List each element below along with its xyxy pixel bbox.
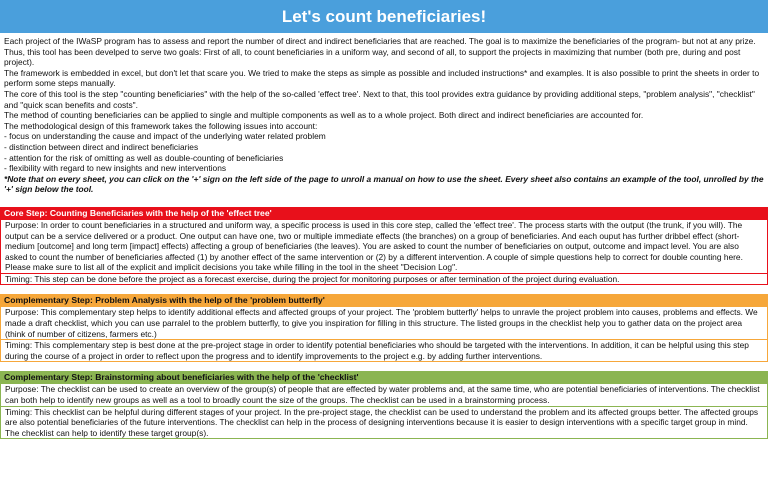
- intro-block: [0, 33, 768, 195]
- intro-paragraph: The methodological design of this framework takes the following issues into account:: [4, 120, 318, 131]
- checklist-section: [0, 371, 768, 439]
- checklist-box: [0, 384, 768, 439]
- page-title: Let's count beneficiaries!: [0, 0, 768, 33]
- problem-analysis-purpose: Purpose: This complementary step helps to identify additional effects and affected groups of your project. The 'problem butterfly' helps to unravle the project problem into causes, problems and effects. We made a draft checklist, which you can use parralel to the problem butterfly, to give you inspiration for filling in this structure. The listed groups in the checklist help you to gather data on the project area (think of number of citizens, farmers etc.): [5, 307, 758, 339]
- problem-analysis-timing: Timing: This complementary step is best done at the pre-project stage in order to identify potential beneficiaries who should be targeted with the interventions. In addition, it can be helpful using this step during the course of a project in order to reflect upon the progress and to identify improvements to the project e.g. by adding further interventions.: [5, 340, 749, 361]
- core-step-box: [0, 220, 768, 286]
- intro-bullet: - focus on understanding the cause and impact of the underlying water related problem: [4, 131, 326, 142]
- intro-paragraph: The framework is embedded in excel, but don't let that scare you. We tried to make the steps as simple as possible and included instructions* and examples. It is also possible to print the sheets in order to perform some steps manually.: [4, 67, 760, 89]
- checklist-timing: Timing: This checklist can be helpful during different stages of your project. In the pre-project stage, the checklist can be used to understand the problem and its affected groups better. The affected groups are also potential beneficiaries of the future interventions. The checklist can help in the process of designing interventions because it is easier to design interventions with a specific target group in mind. The checklist can help to identify these target group(s).: [5, 406, 759, 438]
- intro-bullet: - flexibility with regard to new insights and new interventions: [4, 163, 227, 174]
- problem-analysis-section: [0, 294, 768, 362]
- intro-paragraph: The core of this tool is the step "counting beneficiaries" with the help of the so-called 'effect tree'. Next to that, this tool provides extra guidance by providing additional steps, "problem analysis", "checklist" and "quick scan benefits and costs".: [4, 88, 755, 110]
- core-step-purpose: Purpose: In order to count beneficiaries in a structured and uniform way, a specific process is used in this core step, called the 'effect tree'. The process starts with the output (the trunk, if you will). The output can be a service delivered or a product. One output can have one, two or multiple immediate effects (the branches) on a group of beneficiaries. And each ouput has further dribbel effect (short-medium [outcome] and long term [impact] effects) affecting a group of beneficiaries (the leaves). You are asked to count the number of beneficiaries on output, outcome and impact level. You are also asked to count the number of beneficiaries affected (1) by another effect of the same intervention or (2) by a different intervention. A couple of simple questions help to correct for double counting here.: [5, 219, 743, 262]
- problem-analysis-box: [0, 307, 768, 362]
- core-step-timing: Timing: This step can be done before the project as a forecast exercise, during the project for monitoring purposes or after termination of the project during evaluation.: [5, 273, 620, 284]
- intro-bullet: - attention for the risk of omitting as well as double-counting of beneficiaries: [4, 152, 284, 163]
- intro-paragraph: The method of counting beneficiaries can be applied to single and multiple components as well as to a whole project. Both direct and indirect beneficiaries are accounted for.: [4, 110, 644, 121]
- checklist-purpose: Purpose: The checklist can be used to create an overview of the group(s) of people that are effected by water problems and, at the same time, who are potential beneficiaries of interventions. The checklist can both help to identify new groups as well as a tool to broadly count the size of the groups. The checklist can be used in a brainstorming process.: [5, 384, 760, 406]
- intro-paragraph: Each project of the IWaSP program has to assess and report the number of direct and indirect beneficiaries that are reached. The goal is to maximize the beneficiaries of the program- but not at any prize. Thus, this tool has been develped to serve two goals: First of all, to count beneficiaries in a uniform way, and second of all, to support the projects in maximizing that number (both pre, during and post project).: [4, 36, 756, 68]
- core-step-section: [0, 207, 768, 286]
- problem-analysis-header: Complementary Step: Problem Analysis with the help of the 'problem butterfly': [0, 294, 768, 307]
- intro-bullet: - distinction between direct and indirect beneficiaries: [4, 141, 199, 152]
- core-step-header: Core Step: Counting Beneficiaries with the help of the 'effect tree': [0, 207, 768, 220]
- core-step-decision-log-note: Please make sure to list all of the explicit and implicit decisions you take while filling in the tool in the sheet "Decision Log".: [5, 262, 458, 273]
- checklist-header: Complementary Step: Brainstorming about beneficiaries with the help of the 'checklist': [0, 371, 768, 384]
- manual-note: *Note that on every sheet, you can click on the '+' sign on the left side of the page to unroll a manual on how to use the sheet. Every sheet also contains an example of the tool, unrolled by the '+' sign below the tool.: [4, 173, 764, 195]
